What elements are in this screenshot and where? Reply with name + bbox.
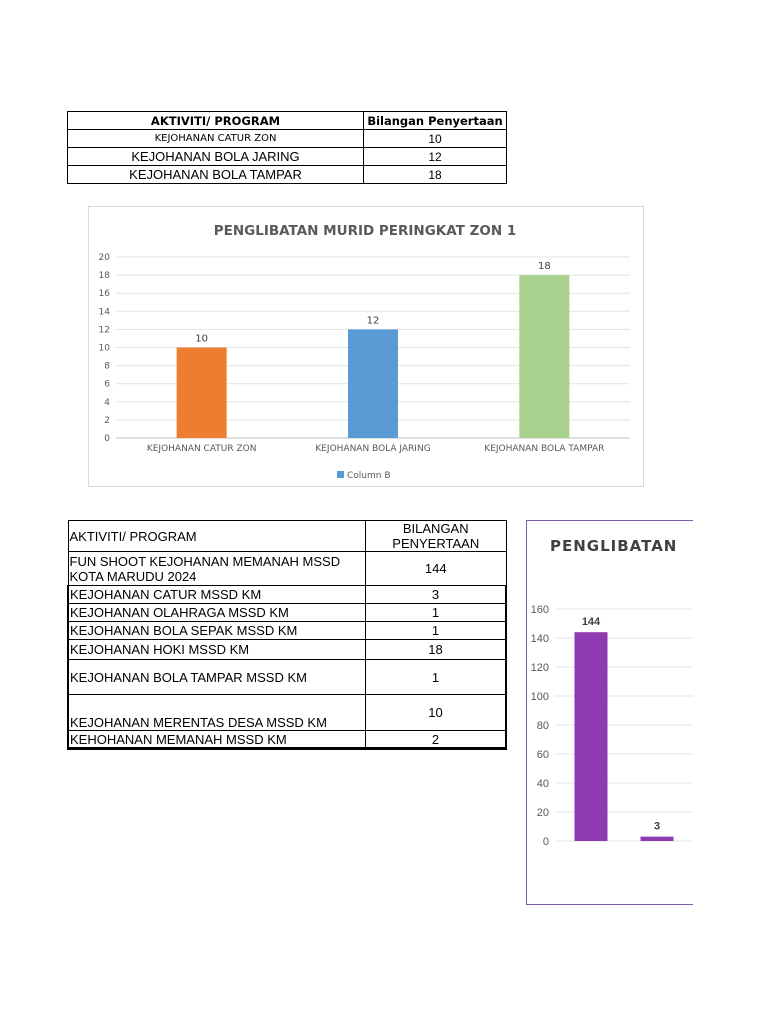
y-tick-label: 60 xyxy=(536,749,549,761)
program-cell: KEJOHANAN CATUR MSSD KM xyxy=(68,586,366,604)
bar xyxy=(641,837,674,841)
data-label: 12 xyxy=(366,315,380,327)
count-cell: 1 xyxy=(366,660,507,695)
table-header-row xyxy=(68,112,507,130)
y-tick-label: 6 xyxy=(104,379,110,390)
bar xyxy=(348,329,398,438)
y-tick-label: 0 xyxy=(542,836,549,848)
district-participation-table xyxy=(67,520,507,750)
y-tick-label: 12 xyxy=(98,325,110,336)
header-count: BILANGAN PENYERTAAN xyxy=(366,521,507,552)
table-row xyxy=(68,166,507,184)
data-label: 18 xyxy=(537,261,551,273)
district-chart-svg xyxy=(527,521,693,904)
program-cell: KEJOHANAN OLAHRAGA MSSD KM xyxy=(68,604,366,622)
program-cell: KEJOHANAN BOLA TAMPAR xyxy=(68,166,364,184)
program-cell: KEJOHANAN BOLA JARING xyxy=(68,148,364,166)
count-cell: 144 xyxy=(366,552,507,586)
program-cell: KEJOHANAN HOKI MSSD KM xyxy=(68,640,366,660)
table-row xyxy=(68,552,506,586)
y-tick-label: 10 xyxy=(98,343,110,354)
y-tick-label: 20 xyxy=(536,807,549,819)
program-cell: FUN SHOOT KEJOHANAN MEMANAH MSSD KOTA MARUDU 2024 xyxy=(68,552,366,586)
chart-title: PENGLIBATAN xyxy=(550,537,678,555)
program-cell: KEJOHANAN MERENTAS DESA MSSD KM xyxy=(68,695,366,731)
y-tick-label: 120 xyxy=(530,662,549,674)
y-tick-label: 14 xyxy=(98,307,110,318)
x-tick-label: KEJOHANAN BOLA JARING xyxy=(315,444,431,454)
table-row xyxy=(68,660,506,695)
table-row xyxy=(68,604,506,622)
count-cell: 18 xyxy=(364,166,507,184)
table-row xyxy=(68,640,506,660)
y-tick-label: 4 xyxy=(104,397,110,408)
zone-participation-chart xyxy=(88,206,644,487)
table-row xyxy=(68,148,507,166)
header-program: AKTIVITI/ PROGRAM xyxy=(68,112,364,130)
district-participation-chart xyxy=(526,520,693,905)
count-cell: 12 xyxy=(364,148,507,166)
count-cell: 1 xyxy=(366,622,507,640)
y-tick-label: 2 xyxy=(104,415,110,426)
header-count: Bilangan Penyertaan xyxy=(364,112,507,130)
x-tick-label: KEJOHANAN CATUR ZON xyxy=(146,444,257,454)
data-label: 144 xyxy=(581,616,601,629)
y-tick-label: 18 xyxy=(98,271,110,282)
bar xyxy=(177,348,227,439)
bar xyxy=(519,275,569,438)
y-tick-label: 8 xyxy=(104,361,110,372)
y-tick-label: 20 xyxy=(98,253,110,263)
y-tick-label: 140 xyxy=(530,633,549,645)
zone-chart-svg xyxy=(89,207,643,486)
y-tick-label: 16 xyxy=(98,289,110,300)
program-cell: KEJOHANAN BOLA TAMPAR MSSD KM xyxy=(68,660,366,695)
count-cell: 10 xyxy=(364,130,507,148)
y-tick-label: 0 xyxy=(104,434,110,444)
table-row xyxy=(68,130,507,148)
legend-swatch xyxy=(337,471,344,478)
program-cell: KEJOHANAN BOLA SEPAK MSSD KM xyxy=(68,622,366,640)
chart-title: PENGLIBATAN MURID PERINGKAT ZON 1 xyxy=(213,223,517,239)
count-cell: 3 xyxy=(366,586,507,604)
count-cell: 2 xyxy=(366,731,507,749)
y-tick-label: 40 xyxy=(536,778,549,790)
table-row xyxy=(68,622,506,640)
count-cell: 10 xyxy=(366,695,507,731)
count-cell: 1 xyxy=(366,604,507,622)
legend-label: Column B xyxy=(347,471,391,481)
table-row xyxy=(68,731,506,749)
data-label: 3 xyxy=(653,820,661,833)
y-tick-label: 100 xyxy=(530,691,549,703)
y-tick-label: 80 xyxy=(536,720,549,732)
program-cell: KEJOHANAN CATUR ZON xyxy=(68,130,364,148)
data-label: 10 xyxy=(195,333,209,345)
program-cell: KEHOHANAN MEMANAH MSSD KM xyxy=(68,731,366,749)
x-tick-label: KEJOHANAN BOLA TAMPAR xyxy=(484,444,605,454)
bar xyxy=(575,632,608,841)
table-row xyxy=(68,695,506,731)
count-cell: 18 xyxy=(366,640,507,660)
header-program: AKTIVITI/ PROGRAM xyxy=(68,521,366,552)
zone-participation-table xyxy=(67,111,507,184)
table-header-row xyxy=(68,521,506,552)
table-row xyxy=(68,586,506,604)
y-tick-label: 160 xyxy=(530,604,549,616)
